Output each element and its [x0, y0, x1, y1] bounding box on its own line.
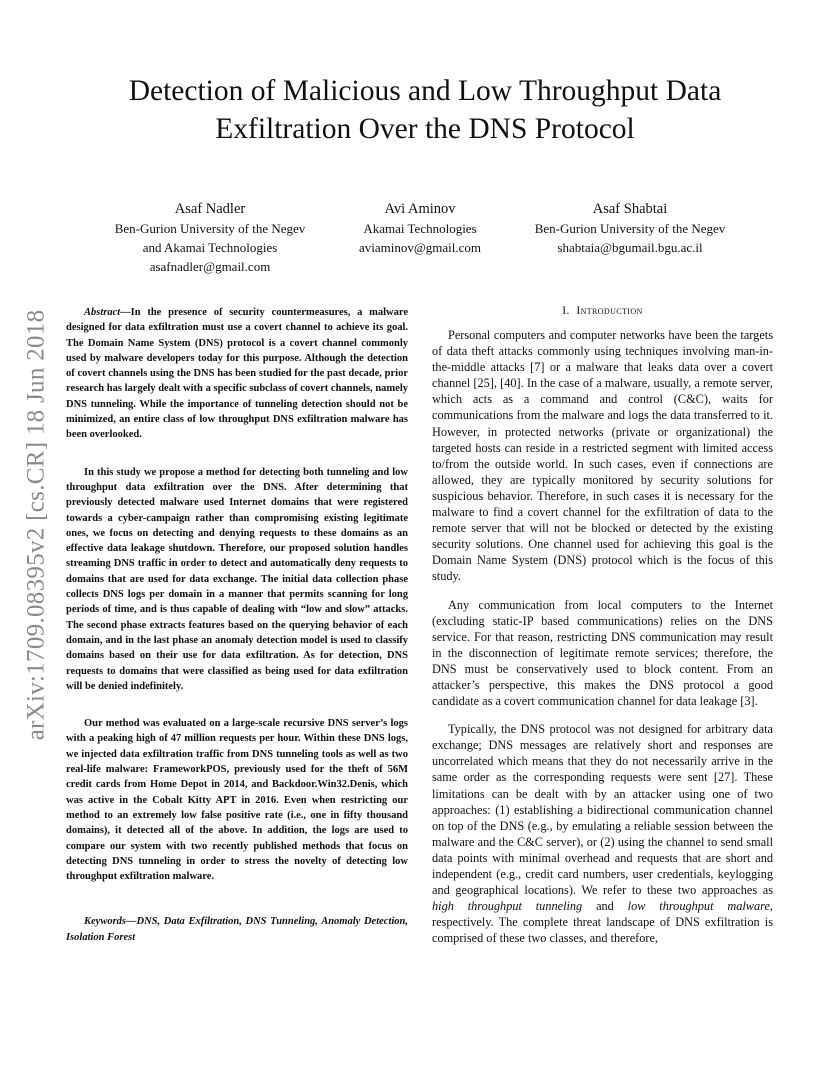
section-heading: [432, 305, 773, 317]
section-title: Introduction: [576, 305, 643, 317]
right-column: [432, 305, 773, 946]
abstract-paragraph-3: Our method was evaluated on a large-scale recursive DNS server’s logs with a peaking high of 47 million requests per hour. Within these DNS logs, we injected data exfiltration traffic from DNS tunneling tools as well as two real-life malware: FrameworkPOS, previously used for the theft of 56M credit cards from Home Depot in 2014, and Backdoor.Win32.Denis, which was active in the Cobalt Kitty APT in 2016. Even when restricting our method to an extremely low false positive rate (i.e., one in fifty thousand domains), it detected all of the above. In addition, the logs are used to compare our system with two recently published methods that focus on detecting DNS tunneling in order to stress the novelty of detecting low throughput exfiltration malware.: [66, 718, 408, 883]
abstract-text-1: —In the presence of security countermeasures, a malware designed for data exfiltration must use a covert channel to achieve its goal. The Domain Name System (DNS) protocol is a covert channel commonly used by malware developers today for this purpose. Although the detection of covert channels using the DNS has been studied for the past decade, prior research has largely dealt with a specific subclass of covert channels, namely DNS tunneling. While the importance of tunneling detection should not be minimized, an entire class of low throughput DNS exfiltration malware has been overlooked.: [66, 307, 408, 441]
abstract-paragraph-1: [66, 305, 408, 443]
author-affiliation: Ben-Gurion University of the Negev: [534, 221, 726, 236]
author-affiliation: Ben-Gurion University of the Negev: [114, 221, 306, 236]
emphasis-term: high throughput tunneling: [432, 899, 583, 914]
left-column: [66, 305, 408, 945]
author-affiliation: Akamai Technologies: [363, 221, 477, 236]
author-block-2: [345, 199, 495, 257]
author-email: aviaminov@gmail.com: [358, 240, 482, 255]
intro-paragraph-2: Any communication from local computers to the Internet (excluding static-IP based communications) relies on the DNS service. For that reason, restricting DNS communication may result in the disconnection of legitimate remote services; therefore, the DNS must be conservatively used to block content. From an attacker’s perspective, this makes the DNS protocol a good candidate as a covert communication channel for data leakage [3].: [432, 597, 773, 709]
arxiv-identifier-stamp: [21, 290, 51, 760]
intro-text: , respectively. The complete threat landscape of DNS exfiltration is comprised of these two classes, and therefore,: [432, 899, 773, 946]
keywords-text: —DNS, Data Exfiltration, DNS Tunneling, Anomaly Detection, Isolation Forest: [66, 916, 408, 943]
section-number: I.: [562, 305, 570, 317]
arxiv-identifier-text: arXiv:1709.08395v2 [cs.CR] 18 Jun 2018: [22, 309, 50, 741]
emphasis-term: low throughput malware: [627, 899, 770, 914]
intro-text: and: [582, 899, 628, 914]
keywords: [66, 914, 408, 945]
author-name: Asaf Nadler: [174, 201, 246, 217]
intro-paragraph-3: [432, 721, 773, 946]
keywords-label: Keywords: [84, 916, 126, 928]
author-block-3: [515, 199, 745, 257]
abstract-label: Abstract: [84, 307, 121, 318]
author-block-1: [100, 199, 320, 276]
author-affiliation: and Akamai Technologies: [142, 240, 278, 255]
abstract-paragraph-2: In this study we propose a method for detecting both tunneling and low throughput data exfiltration over the DNS. After determining that previously detected malware used Internet domains that were registered towards a cyber-campaign rather than compromising existing legitimate ones, we focus on detecting and denying requests to these domains as an effective data leakage shutdown. Therefore, our proposed solution handles streaming DNS traffic in order to detect and automatically deny requests to domains that are used for data exchange. The initial data collection phase collects DNS logs per domain in a manner that permits scanning for long periods of time, and is thus capable of dealing with “low and slow” attacks. The second phase extracts features based on the querying behavior of each domain, and in the last phase an anomaly detection model is used to classify domains based on their use for data exfiltration. As for detection, DNS requests to domains that were classified as being used for data exfiltration will be denied indefinitely.: [66, 466, 408, 692]
author-name: Asaf Shabtai: [592, 201, 668, 217]
author-email: shabtaia@bgumail.bgu.ac.il: [557, 240, 703, 255]
paper-title: [60, 72, 790, 148]
author-email: asafnadler@gmail.com: [149, 259, 271, 274]
author-name: Avi Aminov: [384, 201, 456, 217]
intro-paragraph-1: Personal computers and computer networks have been the targets of data theft attacks commonly using techniques involving man-in-the-middle attacks [7] or a malware that leaks data over a covert channel [25], [40]. In the case of a malware, usually, a remote server, which acts as a command and control (C&C), waits for communications from the malware and logs the data transferred to it. However, in protected networks (private or organizational) the targeted hosts can reside in a restricted segment with limited access to/from the outside world. In such cases, even if connections are allowed, they are typically monitored by security solutions for suspicious behavior. Therefore, in such cases it is necessary for the malware to find a covert channel for the exfiltration of data to the remote server that will not be blocked or detected by the existing security solutions. One channel used for achieving this goal is the Domain Name System (DNS) protocol which is the focus of this study.: [432, 328, 773, 584]
intro-text: Typically, the DNS protocol was not designed for arbitrary data exchange; DNS messages are relatively short and responses are uncorrelated which means that they do not necessarily arrive in the same order as the corresponding requests were sent [27]. These limitations can be dealt with by an attacker using one of two approaches: (1) establishing a bidirectional communication channel on top of the DNS (e.g., by emulating a reliable session between the malware and the C&C server), or (2) using the channel to send small data points with minimal overhead and requests that are short and independent (e.g., credit card numbers, user credentials, keylogging and geographical locations). We refer to these two approaches as: [432, 722, 773, 898]
title-line-2: Exfiltration Over the DNS Protocol: [215, 113, 635, 145]
title-line-1: Detection of Malicious and Low Throughput Data: [128, 75, 722, 107]
